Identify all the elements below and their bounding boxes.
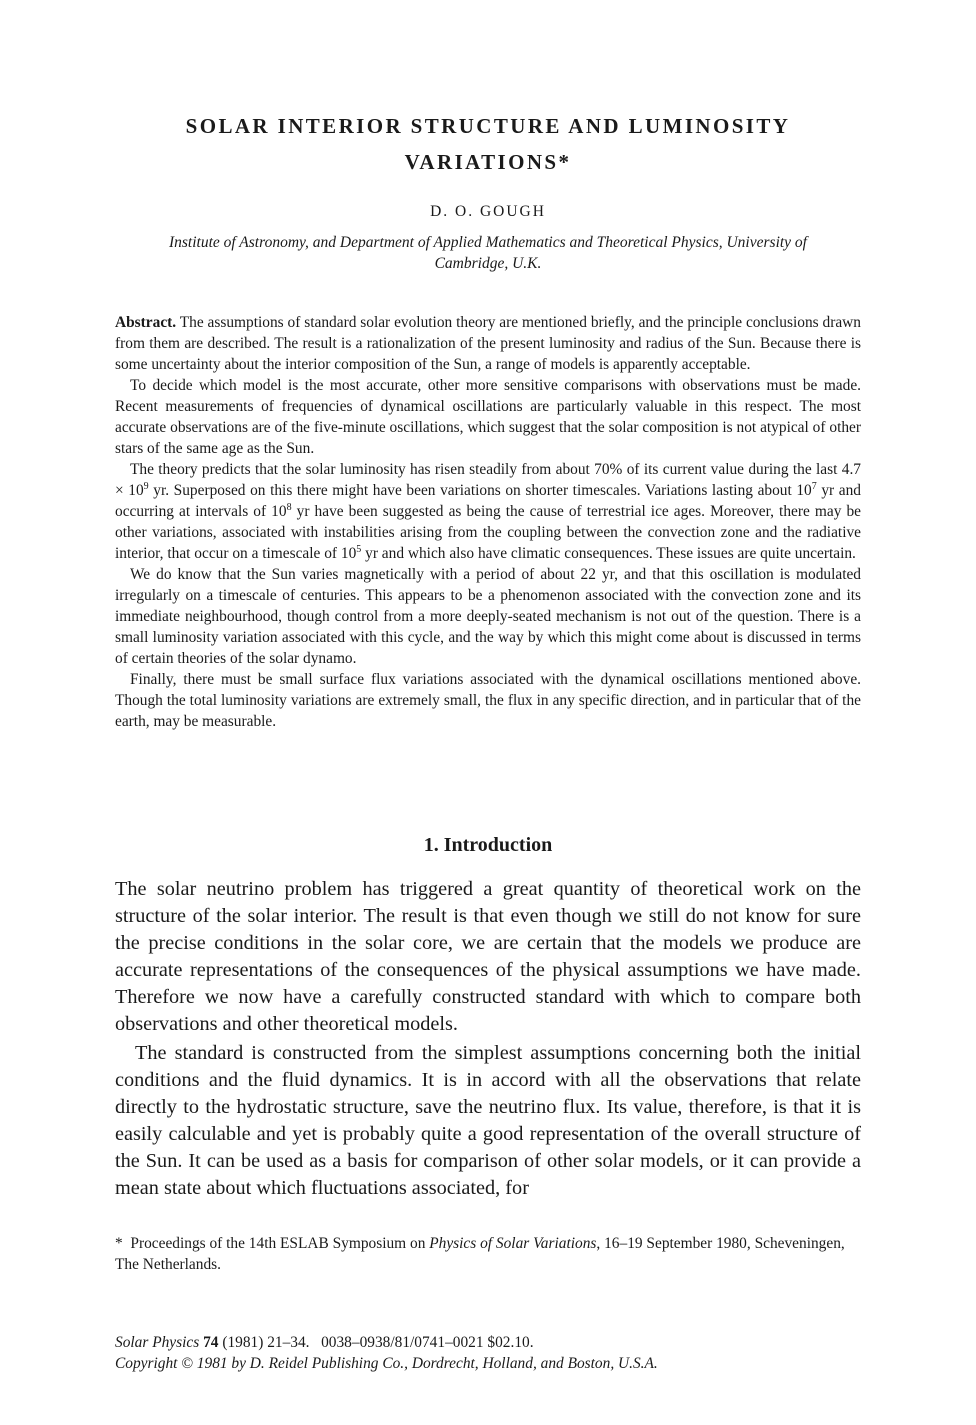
exponent: 7: [811, 480, 817, 492]
abstract-p3-segment: The theory predicts that the solar luminosity has risen steadily from about 70% of its current value during the last 4.7 × 10: [115, 461, 861, 499]
citation-line: [115, 1332, 861, 1353]
affiliation-line-1: Institute of Astronomy, and Department of Applied Mathematics and Theoretical Physics, University of: [168, 234, 807, 251]
footnote-text: Proceedings of the 14th ESLAB Symposium on: [130, 1235, 430, 1252]
exponent: 5: [356, 543, 362, 555]
paper-title: [115, 108, 861, 180]
journal-pages: (1981) 21–34.: [222, 1334, 310, 1351]
abstract-paragraph-3: [115, 459, 861, 564]
footnote-italic-title: Physics of Solar Variations: [429, 1235, 597, 1252]
footnote: [115, 1233, 861, 1275]
abstract-p3-segment: yr have been suggested as being the cause of terrestrial ice ages. Moreover, there may be other variations, associated with instabilities arising from the coupling between the convection zone and the radiative interior, that occur on a timescale of 10: [115, 503, 861, 562]
title-line-2: VARIATIONS*: [404, 150, 572, 174]
journal-footer: [115, 1332, 861, 1374]
introduction-body: [115, 876, 861, 1202]
exponent: 9: [143, 480, 149, 492]
abstract-p3-segment: yr and occurring at intervals of 10: [115, 482, 861, 520]
abstract-p3-segment: yr and which also have climatic consequences. These issues are quite uncertain.: [361, 545, 856, 562]
abstract: [115, 312, 861, 732]
journal-code: 0038–0938/81/0741–0021 $02.10.: [321, 1334, 534, 1351]
author-name: D. O. GOUGH: [430, 203, 546, 220]
footnote-mark: *: [115, 1235, 123, 1252]
introduction-paragraph-2: The standard is constructed from the simplest assumptions concerning both the initial conditions and the fluid dynamics. It is in accord with all the observations that relate directly to the hydrostatic structure, save the neutrino flux. Its value, therefore, is that it is easily calculable and yet is probably quite a good representation of the overall structure of the Sun. It can be used as a basis for comparison of other solar models, or it can provide a mean state about which fluctuations associated, for: [115, 1041, 861, 1200]
section-heading-introduction: 1. Introduction: [423, 834, 553, 856]
abstract-paragraph-4: We do know that the Sun varies magnetically with a period of about 22 yr, and that this oscillation is modulated irregularly on a timescale of centuries. This appears to be a phenomenon associated with the convection zone and its immediate neighbourhood, though control from a more deeply-seated mechanism is not out of the question. There is a small luminosity variation associated with this cycle, and the way by which this might come about is discussed in terms of certain theories of the solar dynamo.: [115, 566, 861, 667]
exponent: 8: [286, 501, 292, 513]
footnote-text: , 16–19 September 1980, Scheveningen, The Netherlands.: [115, 1235, 845, 1273]
title-line-1: SOLAR INTERIOR STRUCTURE AND LUMINOSITY: [185, 114, 791, 138]
abstract-label: Abstract.: [115, 314, 177, 331]
abstract-paragraph-2: To decide which model is the most accurate, other more sensitive comparisons with observations must be made. Recent measurements of frequencies of dynamical oscillations are particularly valuable in this respect. The most accurate observations are of the five-minute oscillations, which suggest that the solar composition is not atypical of other stars of the same age as the Sun.: [115, 377, 861, 457]
copyright-line: Copyright © 1981 by D. Reidel Publishing Co., Dordrecht, Holland, and Boston, U.S.A.: [115, 1355, 658, 1372]
affiliation: [115, 232, 861, 274]
affiliation-line-2: Cambridge, U.K.: [434, 255, 542, 272]
introduction-paragraph-1: The solar neutrino problem has triggered a great quantity of theoretical work on the structure of the solar interior. The result is that even though we still do not know for sure the precise conditions in the solar core, we are certain that the models we produce are accurate representations of the consequences of the physical assumptions we have made. Therefore we now have a carefully constructed standard with which to compare both observations and other theoretical models.: [115, 878, 861, 1036]
journal-name: Solar Physics: [115, 1334, 200, 1351]
journal-volume: 74: [203, 1334, 219, 1351]
abstract-paragraph-5: Finally, there must be small surface flux variations associated with the dynamical oscillations mentioned above. Though the total luminosity variations are extremely small, the flux in any specific direction, and in particular that of the earth, may be measurable.: [115, 671, 861, 730]
abstract-paragraph-1: [115, 312, 861, 375]
abstract-p1-text: The assumptions of standard solar evolution theory are mentioned briefly, and the principle conclusions drawn from them are described. The result is a rationalization of the present luminosity and radius of the Sun. Because there is some uncertainty about the interior composition of the Sun, a range of models is apparently acceptable.: [115, 314, 861, 373]
abstract-p3-segment: yr. Superposed on this there might have been variations on shorter timescales. Variations lasting about 10: [148, 482, 812, 499]
